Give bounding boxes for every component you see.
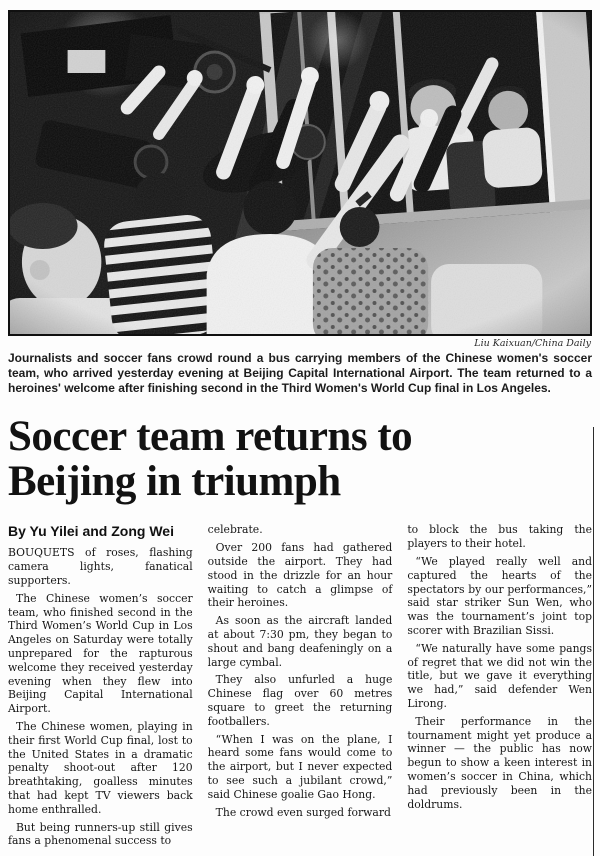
vignette: [10, 12, 590, 334]
article-paragraph: As soon as the aircraft landed at about 7:30 pm, they began to shout and bang deafeningly on a large cymbal.: [207, 614, 393, 669]
article-paragraph: But being runners-up still gives fans a phenomenal success to: [8, 820, 193, 848]
article-paragraph: The Chinese women’s soccer team, who finished second in the Third Women’s World Cup in Los Angeles on Saturday were totally unprepared for the rapturous welcome they received yesterday evening when they flew into Beijing Capital International Airport.: [8, 591, 193, 716]
article-paragraph: Their performance in the tournament might yet produce a winner — the public has now begun to show a keen interest in women’s soccer in China, which had previously been in the doldrums.: [407, 714, 593, 811]
article-paragraph: to block the bus taking the players to their hotel.: [407, 523, 593, 551]
column-1: [8, 523, 193, 852]
article-paragraph: The crowd even surged forward: [215, 805, 391, 819]
article-paragraph: “We played really well and captured the hearts of the spectators by our performances,” said star striker Sun Wen, who was the tournament’s joint top scorer with Brazilian Sissi.: [407, 554, 593, 637]
byline: By Yu Yilei and Zong Wei: [8, 523, 174, 540]
article-columns: [0, 523, 600, 852]
column-2: [208, 523, 393, 823]
article-paragraph: The Chinese women, playing in their first World Cup final, lost to the United States in a dramatic penalty shoot-out after 120 breathtaking, goalless minutes that had kept TV viewers back home enthralled.: [8, 719, 193, 816]
article-paragraph: BOUQUETS of roses, flashing camera lights, fanatical supporters.: [8, 546, 193, 587]
headline: Soccer team returns to Beijing in triumph: [8, 413, 413, 506]
article-paragraph: “When I was on the plane, I heard some fans would come to the airport, but I never expected to see such a jubilant crowd,” said Chinese goalie Gao Hong.: [207, 732, 393, 801]
photo-caption: Journalists and soccer fans crowd round a bus carrying members of the Chinese women's soccer team, who arrived yesterday evening at Beijing Capital International Airport. The team returned to a heroines' welcome after finishing second in the Third Women's World Cup final in Los Angeles.: [8, 351, 592, 395]
adjacent-column-rule: [593, 427, 594, 856]
article-paragraph: Over 200 fans had gathered outside the airport. They had stood in the drizzle for an hour waiting to catch a glimpse of their heroines.: [207, 541, 393, 610]
photo-credit: Liu Kaixuan/China Daily: [474, 338, 591, 349]
article-paragraph: They also unfurled a huge Chinese flag over 60 metres square to greet the returning footballers.: [207, 673, 393, 728]
news-photo: [8, 10, 592, 336]
column-3: [407, 523, 592, 815]
news-photo-figure: [0, 0, 600, 395]
column-1-text: [8, 546, 193, 848]
article-paragraph: celebrate.: [207, 523, 263, 537]
column-2-text: [208, 523, 393, 819]
column-3-text: [407, 523, 592, 811]
article-paragraph: “We naturally have some pangs of regret that we did not win the title, but we gave it everything we had,” said defender Wen Lirong.: [407, 641, 593, 710]
news-photo-illustration: [10, 12, 590, 334]
